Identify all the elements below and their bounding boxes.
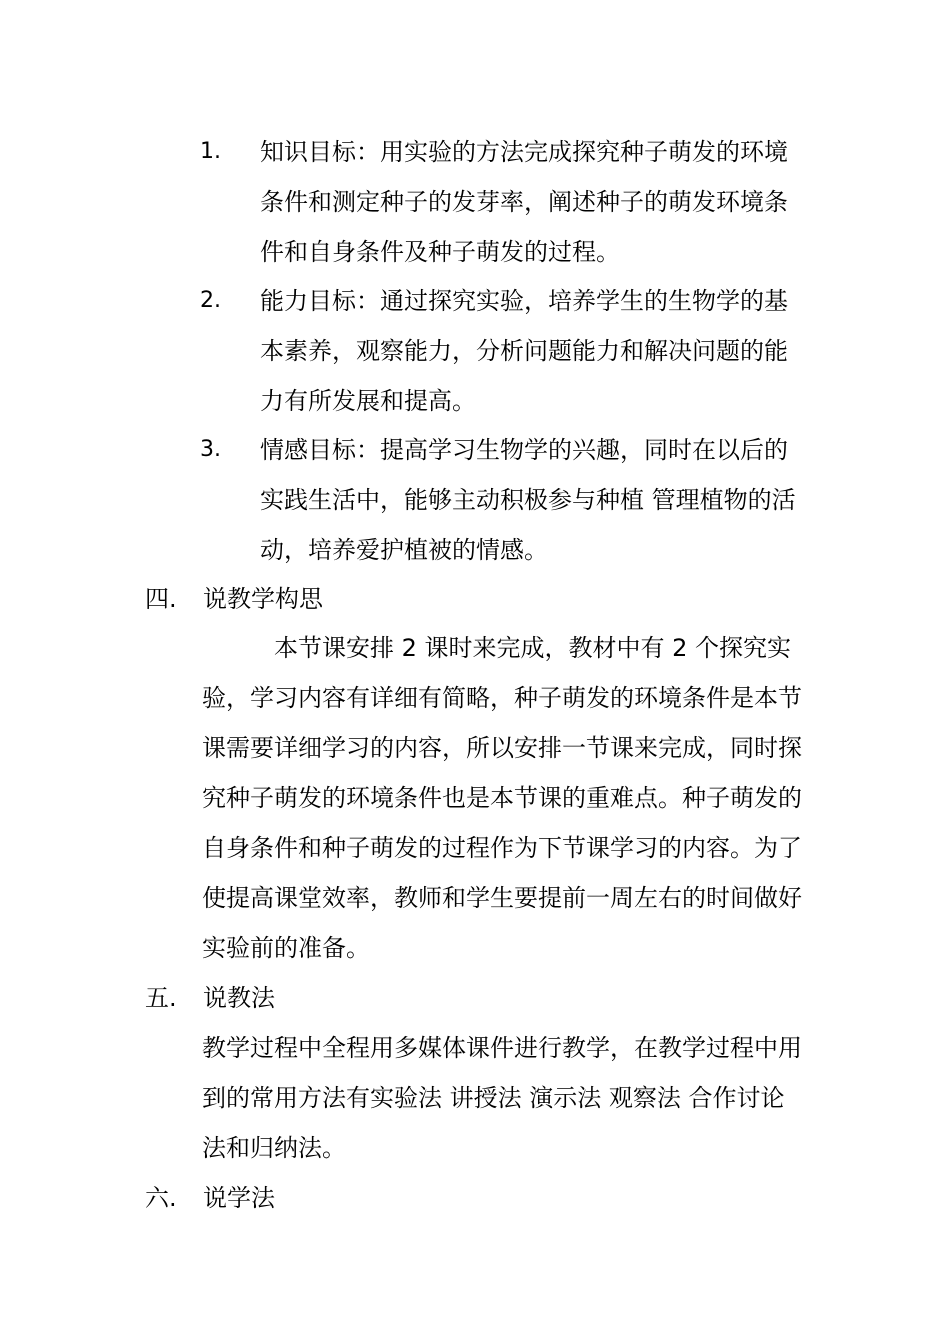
section-number: 六. <box>145 1184 177 1212</box>
objective-text: 情感目标：提高学习生物学的兴趣，同时在以后的实践生活中，能够主动积极参与种植 管理植物的活动，培养爱护植被的情感。 <box>260 436 796 564</box>
section-heading-teaching-method <box>145 973 805 1023</box>
objective-number: 1. <box>200 139 221 164</box>
teaching-design-paragraph: 本节课安排 2 课时来完成，教材中有 2 个探究实验，学习内容有详细有简略，种子萌发的环境条件是本节课需要详细学习的内容，所以安排一节课来完成，同时探究种子萌发的环境条件也是本节课的重难点。种子萌发的自身条件和种子萌发的过程作为下节课学习的内容。为了使提高课堂效率，教师和学生要提前一周左右的时间做好实验前的准备。 <box>202 634 802 962</box>
objective-number: 2. <box>200 288 221 313</box>
section-title: 说学法 <box>203 1184 275 1212</box>
objective-text: 知识目标：用实验的方法完成探究种子萌发的环境条件和测定种子的发芽率，阐述种子的萌发环境条件和自身条件及种子萌发的过程。 <box>260 138 788 266</box>
section-title: 说教学构思 <box>203 585 323 613</box>
section-number: 四. <box>145 585 177 613</box>
section-number: 五. <box>145 984 177 1012</box>
objective-text: 能力目标：通过探究实验，培养学生的生物学的基本素养，观察能力，分析问题能力和解决问题的能力有所发展和提高。 <box>260 287 788 415</box>
section-title: 说教法 <box>203 984 275 1012</box>
objective-number: 3. <box>200 437 221 462</box>
teaching-method-paragraph: 教学过程中全程用多媒体课件进行教学，在教学过程中用到的常用方法有实验法 讲授法 演示法 观察法 合作讨论法和归纳法。 <box>202 1034 802 1162</box>
section-heading-learning-method <box>145 1173 805 1223</box>
section-heading-teaching-design <box>145 574 805 624</box>
